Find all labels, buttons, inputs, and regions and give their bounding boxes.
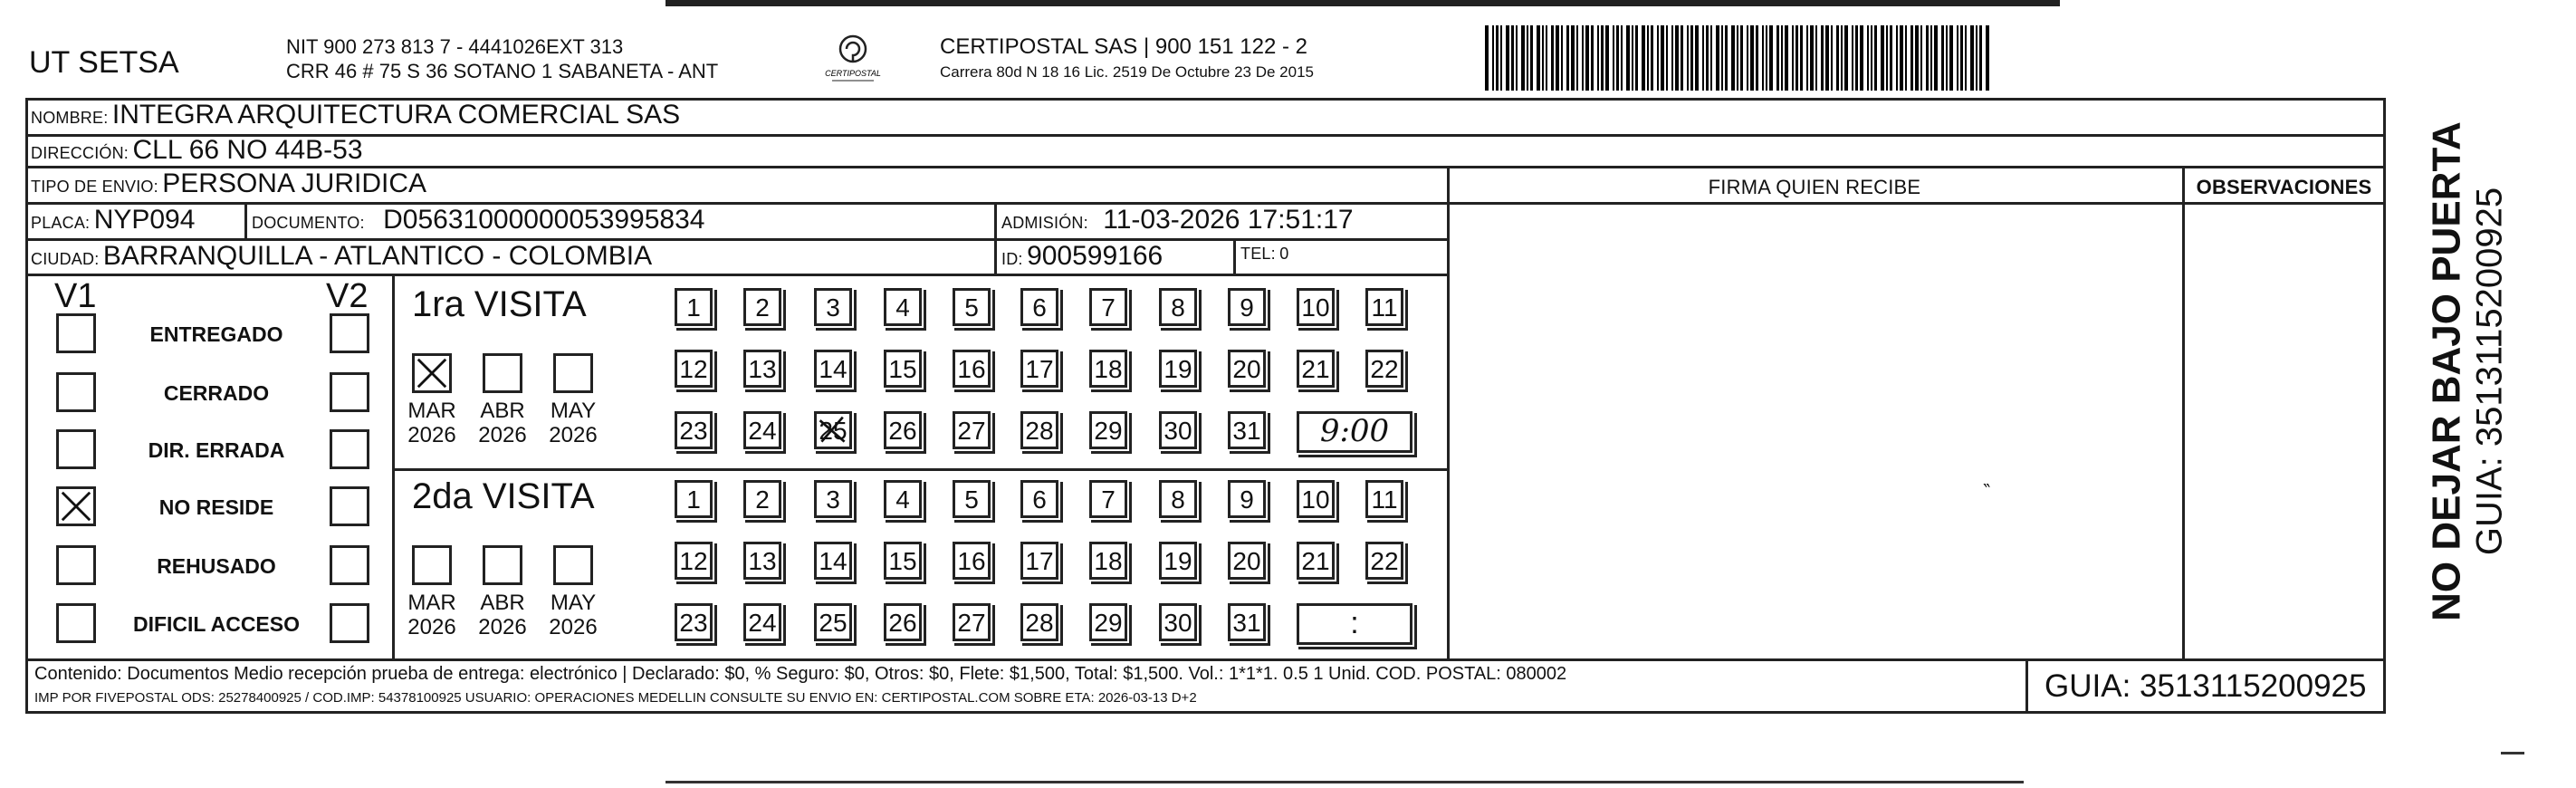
direccion-label: DIRECCIÓN:	[31, 144, 129, 162]
footer-print-line: IMP POR FIVEPOSTAL ODS: 25278400925 / COD.IMP: 54378100925 USUARIO: OPERACIONES MEDELLIN CONSULTE SU ENVIO EN: CERTIPOSTAL.COM SOBRE ETA: 2026-03-13 D+2	[34, 690, 1197, 706]
day-box[interactable]: 26	[884, 603, 922, 641]
tipo-row	[31, 168, 426, 199]
certipostal-info	[940, 34, 1314, 82]
day-box[interactable]: 22	[1365, 350, 1403, 388]
month-name: ABR	[480, 399, 525, 423]
day-box[interactable]: 29	[1089, 603, 1127, 641]
tipo-value: PERSONA JURIDICA	[162, 168, 427, 198]
month-year: 2026	[407, 423, 456, 447]
day-box[interactable]: 14	[814, 542, 852, 580]
month-checkbox[interactable]	[553, 353, 593, 393]
day-box[interactable]: 21	[1297, 350, 1335, 388]
month-name: MAR	[407, 591, 456, 615]
signature-mark: ‶	[1983, 480, 1991, 503]
visit-title: 2da VISITA	[412, 476, 595, 516]
guia-number: GUIA: 3513115200925	[2045, 668, 2367, 704]
status-label: DIFICIL ACCESO	[132, 612, 300, 636]
documento-row	[252, 205, 704, 235]
day-box[interactable]: 20	[1228, 542, 1266, 580]
v2-checkbox[interactable]	[330, 486, 369, 526]
day-box[interactable]: 11	[1365, 288, 1403, 326]
tel-label: TEL:	[1240, 245, 1276, 263]
nombre-row	[31, 100, 680, 130]
month-year: 2026	[478, 615, 527, 639]
day-box[interactable]: 4	[884, 288, 922, 326]
day-box[interactable]: 26	[884, 411, 922, 449]
day-box[interactable]: 23	[675, 411, 713, 449]
cert-line-2: Carrera 80d N 18 16 Lic. 2519 De Octubre 23 De 2015	[940, 63, 1314, 81]
day-box[interactable]: 17	[1020, 542, 1058, 580]
company-info	[286, 34, 718, 83]
side-guia-number: GUIA: 3513115200925	[2469, 187, 2510, 556]
day-box[interactable]: 2	[743, 288, 781, 326]
day-box[interactable]: 13	[743, 350, 781, 388]
col-divider	[244, 202, 247, 238]
month-name: MAR	[407, 399, 456, 423]
v2-checkbox[interactable]	[330, 313, 369, 353]
documento-label: DOCUMENTO:	[252, 214, 365, 232]
month-checkbox[interactable]	[483, 353, 522, 393]
day-box[interactable]: 11	[1365, 480, 1403, 518]
admision-row	[1001, 205, 1354, 235]
month-name: ABR	[480, 591, 525, 615]
side-notice	[2381, 118, 2553, 625]
day-box[interactable]: 10	[1297, 288, 1335, 326]
time-field[interactable]: 9:00	[1297, 411, 1412, 453]
direccion-row	[31, 135, 363, 166]
day-box[interactable]: 15	[884, 350, 922, 388]
day-box[interactable]: 31	[1228, 411, 1266, 449]
v1-checkbox[interactable]	[56, 313, 96, 353]
day-box[interactable]: 1	[675, 288, 713, 326]
day-box[interactable]: 28	[1020, 603, 1058, 641]
day-box[interactable]: 7	[1089, 480, 1127, 518]
day-box[interactable]: 19	[1159, 350, 1197, 388]
col-divider	[1233, 238, 1236, 274]
day-box[interactable]: 3	[814, 480, 852, 518]
day-box[interactable]: 3	[814, 288, 852, 326]
col-divider	[994, 238, 997, 274]
v1-checkbox[interactable]	[56, 429, 96, 469]
status-label: ENTREGADO	[149, 322, 283, 346]
day-box[interactable]: 14	[814, 350, 852, 388]
day-box[interactable]: 16	[953, 350, 991, 388]
day-box[interactable]: 30	[1159, 411, 1197, 449]
certipostal-logo	[812, 31, 894, 85]
day-box[interactable]: 27	[953, 603, 991, 641]
day-box[interactable]: 22	[1365, 542, 1403, 580]
day-box[interactable]: 9	[1228, 288, 1266, 326]
v1-checkbox[interactable]	[56, 372, 96, 412]
nit-line: NIT 900 273 813 7 - 4441026EXT 313	[286, 35, 624, 58]
ciudad-row	[31, 241, 652, 272]
row-divider	[25, 274, 1449, 276]
day-box[interactable]: 25	[814, 603, 852, 641]
month-year: 2026	[478, 423, 527, 447]
day-number: 25	[819, 417, 847, 445]
month-label	[473, 591, 532, 639]
bottom-edge-line	[666, 781, 2024, 783]
col-divider	[2182, 166, 2185, 658]
observaciones-label: OBSERVACIONES	[2196, 176, 2372, 198]
status-label: DIR. ERRADA	[148, 438, 285, 462]
nombre-label: NOMBRE:	[31, 109, 109, 127]
status-label: NO RESIDE	[158, 495, 274, 519]
month-checkbox[interactable]	[412, 353, 452, 393]
footer-content-line: Contenido: Documentos Medio recepción prueba de entrega: electrónico | Declarado: $0, % Seguro: $0, Otros: $0, Flete: $1,500, Total: $1,500. Vol.: 1*1*1. 0.5 1 Unid. COD. POSTAL: 080002	[34, 664, 1567, 684]
day-box[interactable]: 9	[1228, 480, 1266, 518]
day-box[interactable]: 18	[1089, 350, 1127, 388]
month-label	[402, 591, 462, 639]
v2-checkbox[interactable]	[330, 429, 369, 469]
cert-line-1: CERTIPOSTAL SAS | 900 151 122 - 2	[940, 34, 1307, 59]
col-divider	[392, 274, 395, 658]
day-x-mark	[817, 414, 849, 447]
barcode	[1485, 25, 2205, 91]
day-box[interactable]	[814, 411, 852, 449]
placa-value: NYP094	[93, 205, 196, 235]
v2-checkbox[interactable]	[330, 603, 369, 643]
tipo-label: TIPO DE ENVIO:	[31, 178, 158, 196]
v1-checkbox[interactable]	[56, 603, 96, 643]
day-box[interactable]: 2	[743, 480, 781, 518]
direccion-value: CLL 66 NO 44B-53	[132, 135, 363, 165]
month-label	[543, 399, 603, 447]
day-box[interactable]: 21	[1297, 542, 1335, 580]
admision-label: ADMISIÓN:	[1001, 214, 1088, 232]
nombre-value: INTEGRA ARQUITECTURA COMERCIAL SAS	[111, 100, 681, 130]
v2-checkbox[interactable]	[330, 545, 369, 585]
day-box[interactable]: 24	[743, 411, 781, 449]
day-box[interactable]: 29	[1089, 411, 1127, 449]
company-name: UT SETSA	[29, 45, 179, 80]
id-label: ID:	[1001, 250, 1023, 268]
month-checkbox[interactable]	[483, 545, 522, 585]
address-line: CRR 46 # 75 S 36 SOTANO 1 SABANETA - ANT	[286, 60, 719, 82]
month-label	[402, 399, 462, 447]
placa-row	[31, 205, 195, 235]
firma-label: FIRMA QUIEN RECIBE	[1708, 176, 1921, 198]
day-box[interactable]: 27	[953, 411, 991, 449]
day-box[interactable]: 6	[1020, 288, 1058, 326]
top-edge-bar	[666, 0, 2060, 6]
day-box[interactable]: 20	[1228, 350, 1266, 388]
id-row	[1001, 241, 1163, 272]
day-box[interactable]: 18	[1089, 542, 1127, 580]
documento-value: D05631000000053995834	[383, 205, 705, 235]
placa-label: PLACA:	[31, 214, 91, 232]
day-box[interactable]: 8	[1159, 288, 1197, 326]
month-checkbox[interactable]	[553, 545, 593, 585]
month-checkbox[interactable]	[412, 545, 452, 585]
v1-checkbox[interactable]	[56, 545, 96, 585]
day-box[interactable]: 15	[884, 542, 922, 580]
day-box[interactable]: 24	[743, 603, 781, 641]
col-divider	[2025, 658, 2028, 714]
day-box[interactable]: 23	[675, 603, 713, 641]
row-divider	[392, 468, 1449, 471]
status-label: REHUSADO	[157, 554, 276, 578]
day-box[interactable]: 12	[675, 350, 713, 388]
tel-row	[1240, 245, 1289, 264]
day-box[interactable]: 16	[953, 542, 991, 580]
ciudad-label: CIUDAD:	[31, 250, 100, 268]
v1-checkbox[interactable]	[56, 486, 96, 526]
v2-header: V2	[326, 277, 369, 315]
month-year: 2026	[549, 615, 598, 639]
v1-header: V1	[54, 277, 97, 315]
month-name: MAY	[550, 399, 597, 423]
day-box[interactable]: 5	[953, 480, 991, 518]
day-box[interactable]: 10	[1297, 480, 1335, 518]
day-box[interactable]: 19	[1159, 542, 1197, 580]
day-box[interactable]: 7	[1089, 288, 1127, 326]
day-box[interactable]: 30	[1159, 603, 1197, 641]
day-box[interactable]: 6	[1020, 480, 1058, 518]
day-box[interactable]: 28	[1020, 411, 1058, 449]
day-box[interactable]: 1	[675, 480, 713, 518]
day-box[interactable]: 31	[1228, 603, 1266, 641]
row-divider	[25, 658, 2386, 661]
v2-checkbox[interactable]	[330, 372, 369, 412]
no-dejar-bajo-puerta: NO DEJAR BAJO PUERTA	[2424, 121, 2469, 621]
month-label	[473, 399, 532, 447]
month-name: MAY	[550, 591, 597, 615]
logo-text: CERTIPOSTAL	[825, 69, 881, 78]
day-box[interactable]: 4	[884, 480, 922, 518]
row-divider	[25, 134, 2386, 137]
month-year: 2026	[407, 615, 456, 639]
day-box[interactable]: 17	[1020, 350, 1058, 388]
ciudad-value: BARRANQUILLA - ATLANTICO - COLOMBIA	[102, 241, 653, 271]
col-divider	[1447, 166, 1450, 658]
day-box[interactable]: 12	[675, 542, 713, 580]
edge-dash	[2501, 752, 2524, 754]
month-year: 2026	[549, 423, 598, 447]
day-box[interactable]: 13	[743, 542, 781, 580]
id-value: 900599166	[1027, 241, 1164, 271]
month-label	[543, 591, 603, 639]
time-field[interactable]: :	[1297, 603, 1412, 645]
col-divider	[994, 202, 997, 238]
day-box[interactable]: 5	[953, 288, 991, 326]
visit-title: 1ra VISITA	[412, 284, 587, 324]
day-box[interactable]: 8	[1159, 480, 1197, 518]
admision-value: 11-03-2026 17:51:17	[1103, 205, 1354, 235]
tel-value: 0	[1279, 245, 1289, 263]
status-label: CERRADO	[163, 381, 270, 405]
